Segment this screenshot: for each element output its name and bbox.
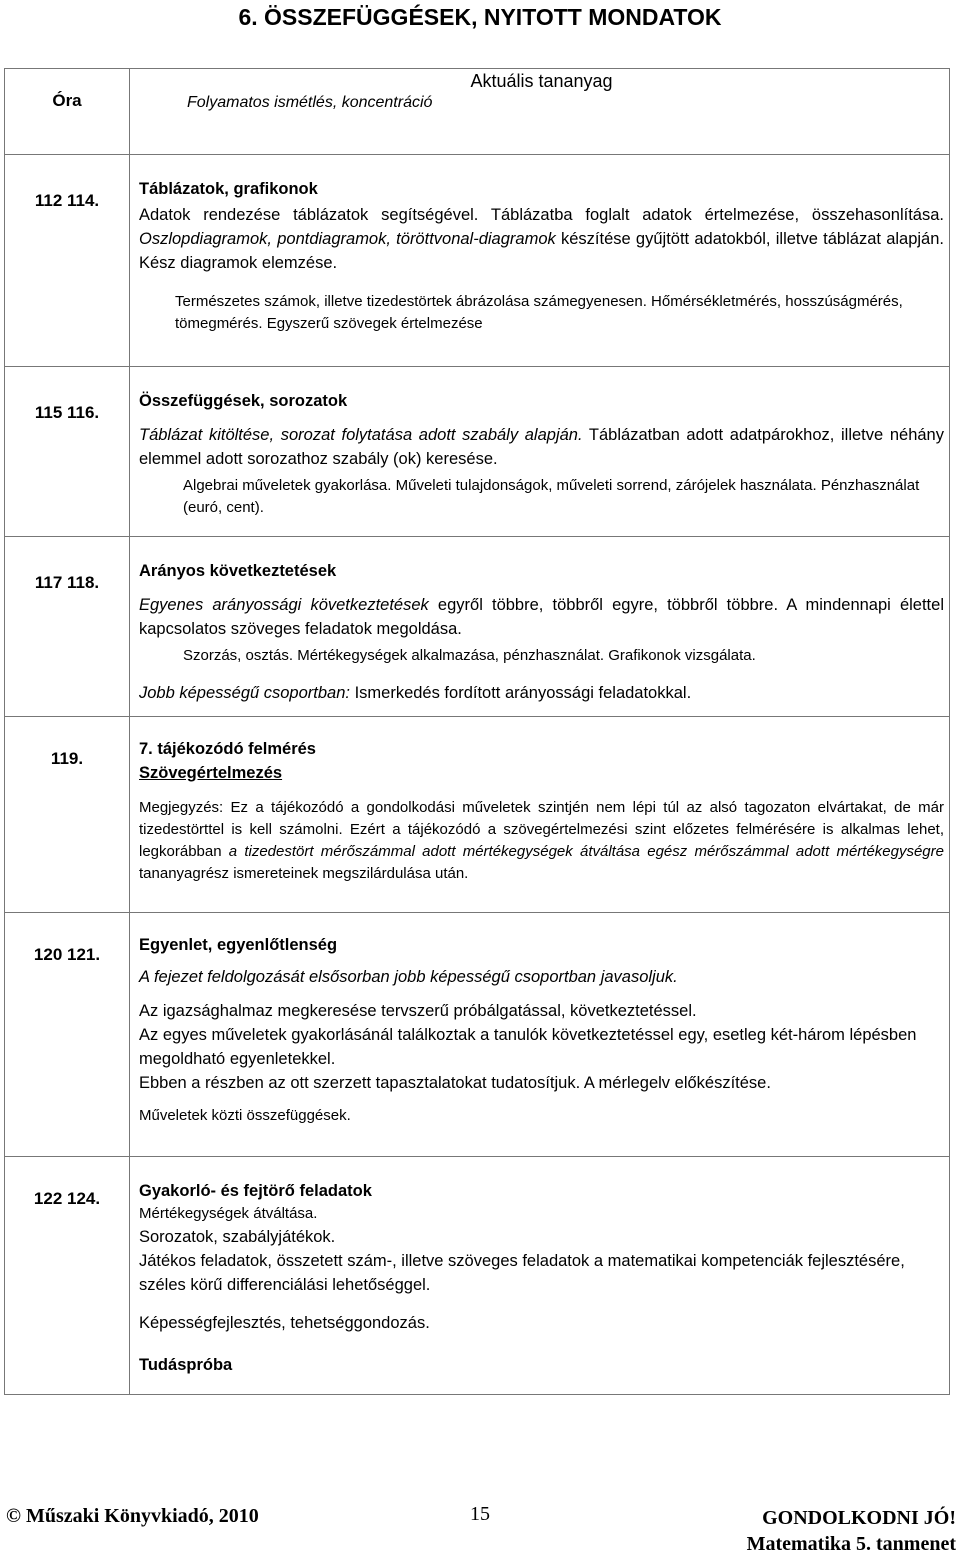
row-ora: 122 124. (5, 1157, 130, 1395)
row-heading: Összefüggések, sorozatok (139, 392, 348, 410)
row-paragraph (139, 797, 944, 885)
table-row (5, 913, 950, 1157)
row-paragraph (139, 681, 944, 705)
text-italic: Oszlopdiagramok, pontdiagramok, töröttvonal-diagramok (139, 230, 556, 248)
row-content (130, 717, 950, 913)
row-paragraph (139, 593, 944, 641)
row-ora: 120 121. (5, 913, 130, 1157)
footer-series (747, 1505, 956, 1557)
header-tananyag (130, 69, 950, 155)
row-paragraph (139, 203, 944, 275)
row-italic-line: A fejezet feldolgozását elsősorban jobb képességű csoportban javasoljuk. (139, 968, 678, 986)
text-span: Táblázatban adott adatpárokhoz, illetve néhány elemmel adott sorozathoz szabály (ok) keresése. (139, 426, 944, 468)
row-line: Képességfejlesztés, tehetséggondozás. (139, 1314, 430, 1332)
syllabus-table (4, 68, 950, 1395)
row-line: Az egyes műveletek gyakorlásánál találkoztak a tanulók következtetéssel egy, esetleg két-három lépésben megoldható egyenletekkel. (139, 1026, 917, 1068)
row-heading-2: Szövegértelmezés (139, 764, 283, 782)
footer-series-subtitle: Matematika 5. tanmenet (746, 1533, 956, 1555)
text-span: Megjegyzés: Ez a tájékozódó a gondolkodási műveletek szintjén nem lépi túl az alsó tagozaton elvártakat, de már tizedestörttel is kell számolni. Ezért a tájékozódó a szövegértelmezési szint előzetes felmérésére is alkalmas lehet, legkorábban (139, 799, 944, 860)
row-note: Természetes számok, illetve tizedestörtek ábrázolása számegyenesen. Hőmérsékletmérés, hosszúságmérés, tömegmérés. Egyszerű szövegek értelmezése (175, 293, 903, 332)
row-heading: Táblázatok, grafikonok (139, 180, 318, 198)
row-line: Sorozatok, szabályjátékok. (139, 1228, 336, 1246)
row-note: Algebrai műveletek gyakorlása. Műveleti tulajdonságok, műveleti sorrend, zárójelek használata. Pénzhasználat (euró, cent). (183, 477, 920, 516)
row-ora: 119. (5, 717, 130, 913)
row-ora: 112 114. (5, 155, 130, 367)
row-heading: Egyenlet, egyenlőtlenség (139, 936, 338, 954)
text-span: egyről többre, többről egyre, többről többre. A mindennapi élettel kapcsolatos szöveges feladatok megoldása. (139, 596, 944, 638)
footer-publisher: © Műszaki Könyvkiadó, 2010 (6, 1505, 259, 1527)
row-note: Műveletek közti összefüggések. (139, 1107, 351, 1124)
row-content (130, 367, 950, 537)
table-header-row (5, 69, 950, 155)
table-row (5, 1157, 950, 1395)
row-ora: 117 118. (5, 537, 130, 717)
row-content (130, 1157, 950, 1395)
row-content (130, 155, 950, 367)
row-note: Mértékegységek átváltása. (139, 1205, 318, 1222)
footer-series-title: GONDOLKODNI JÓ! (762, 1507, 956, 1529)
row-note: Szorzás, osztás. Mértékegységek alkalmazása, pénzhasználat. Grafikonok vizsgálata. (183, 647, 756, 664)
row-line: Az igazsághalmaz megkeresése tervszerű próbálgatással, következtetéssel. (139, 1002, 697, 1020)
row-heading: Arányos következtetések (139, 562, 337, 580)
table-row (5, 717, 950, 913)
text-italic: Egyenes arányossági következtetések (139, 596, 429, 614)
text-italic: Táblázat kitöltése, sorozat folytatása adott szabály alapján. (139, 426, 583, 444)
text-span: tananyagrész ismereteinek megszilárdulása után. (139, 865, 469, 882)
row-content (130, 913, 950, 1157)
text-span: Adatok rendezése táblázatok segítségével. Táblázatba foglalt adatok értelmezése, összehasonlítása. (139, 206, 944, 224)
row-line: Játékos feladatok, összetett szám-, illetve szöveges feladatok a matematikai kompetenciák fejlesztésére, széles körű differenciálási lehetőséggel. (139, 1252, 905, 1294)
table-row (5, 155, 950, 367)
row-paragraph (139, 423, 944, 471)
table-row (5, 367, 950, 537)
table-row (5, 537, 950, 717)
header-ora: Óra (5, 69, 130, 155)
page-title: 6. ÖSSZEFÜGGÉSEK, NYITOTT MONDATOK (238, 4, 722, 30)
row-ora: 115 116. (5, 367, 130, 537)
row-heading: Gyakorló- és fejtörő feladatok (139, 1182, 372, 1200)
row-content (130, 537, 950, 717)
row-heading: 7. tájékozódó felmérés (139, 740, 316, 758)
text-italic: a tizedestört mérőszámmal adott mértékegységek átváltása egész mérőszámmal adott mértékegységre (228, 843, 944, 860)
text-span: készítése gyűjtött adatokból, illetve táblázat alapján. Kész diagramok elemzése. (139, 230, 944, 272)
row-line: Ebben a részben az ott szerzett tapasztalatokat tudatosítjuk. A mérlegelv előkészítése. (139, 1074, 771, 1092)
header-subtitle: Folyamatos ismétlés, koncentráció (187, 94, 433, 111)
header-tananyag-label: Aktuális tananyag (470, 71, 613, 91)
text-span: Ismerkedés fordított arányossági feladatokkal. (349, 684, 692, 702)
text-italic: Jobb képességű csoportban: (139, 684, 350, 702)
row-line-bold: Tudáspróba (139, 1356, 233, 1374)
footer-page-number: 15 (470, 1503, 490, 1525)
